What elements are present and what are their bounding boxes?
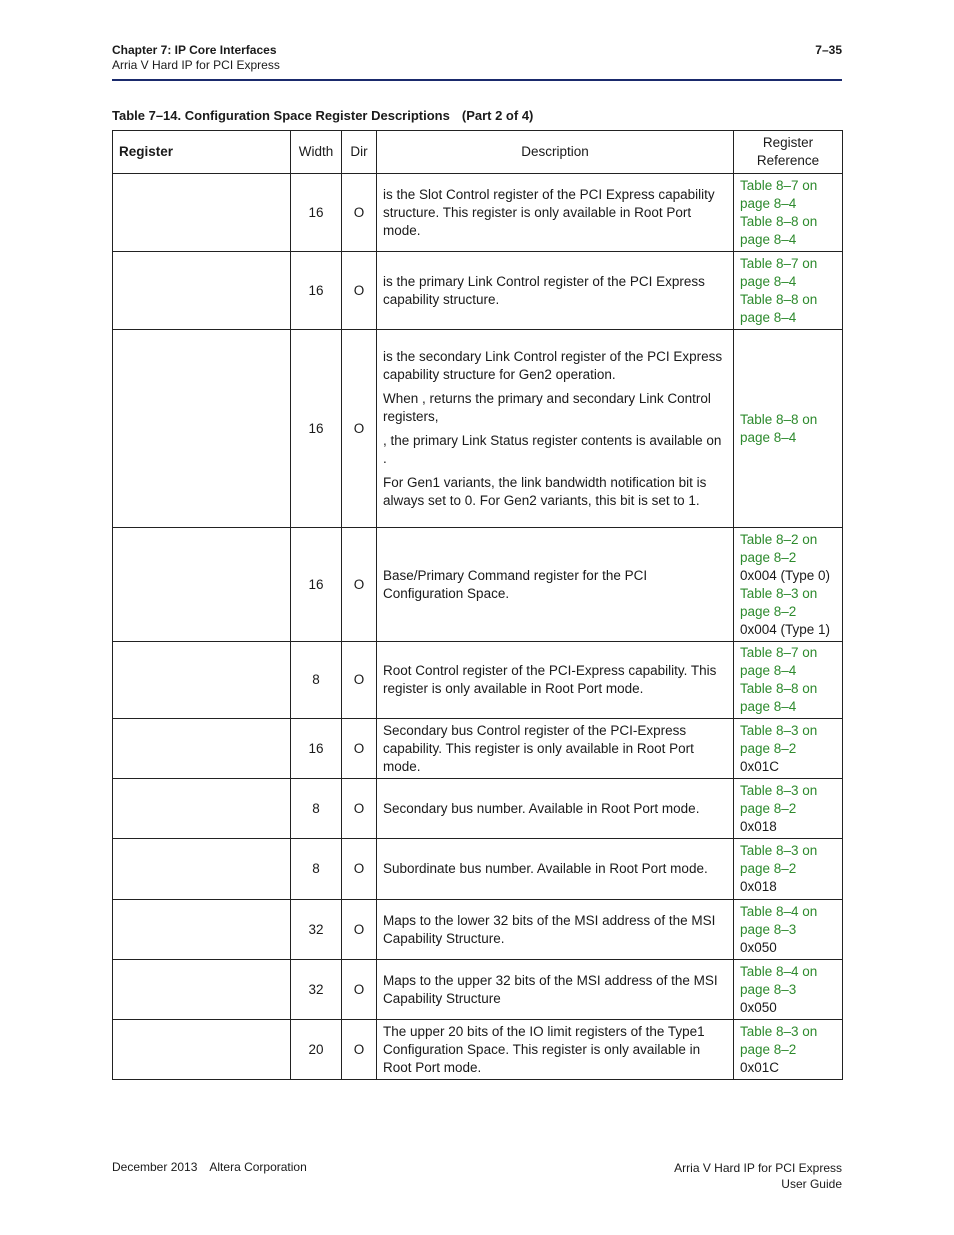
table-row <box>113 528 843 642</box>
description-cell <box>377 528 734 642</box>
description-paragraph: is the Slot Control register of the PCI Express capability structure. This register is only available in Root Port mode. <box>383 186 715 238</box>
description-cell <box>377 1020 734 1080</box>
table-row <box>113 960 843 1020</box>
reference-offset: 0x01C <box>740 758 780 774</box>
dir-cell: O <box>342 528 377 642</box>
table-caption <box>112 108 533 123</box>
reference-cell <box>734 174 843 252</box>
description-paragraph: Subordinate bus number. Available in Root Port mode. <box>383 861 708 876</box>
header-width: Width <box>291 131 342 174</box>
reference-cell <box>734 900 843 960</box>
header-description: Description <box>377 131 734 174</box>
table-row <box>113 174 843 252</box>
register-name-cell <box>113 174 291 252</box>
description-paragraph: is the primary Link Control register of the PCI Express capability structure. <box>383 273 705 307</box>
header-reference: Register Reference <box>734 131 843 174</box>
description-cell <box>377 960 734 1020</box>
reference-link[interactable]: Table 8–3 on page 8–2 <box>740 843 818 876</box>
reference-link[interactable]: Table 8–8 on page 8–4 <box>740 291 818 325</box>
register-name-cell <box>113 330 291 528</box>
register-table <box>112 130 843 1080</box>
reference-link[interactable]: Table 8–7 on page 8–4 <box>740 177 818 211</box>
dir-cell: O <box>342 642 377 719</box>
dir-cell: O <box>342 252 377 330</box>
table-row <box>113 330 843 528</box>
width-cell: 8 <box>291 642 342 719</box>
table-row <box>113 839 843 900</box>
width-cell: 20 <box>291 1020 342 1080</box>
reference-offset: 0x004 (Type 0) <box>740 567 831 583</box>
description-paragraph: Base/Primary Command register for the PCI Configuration Space. <box>383 567 648 601</box>
reference-offset: 0x018 <box>740 879 777 894</box>
table-row <box>113 900 843 960</box>
register-name-cell <box>113 779 291 839</box>
reference-link[interactable]: Table 8–2 on page 8–2 <box>740 531 818 565</box>
register-name-cell <box>113 839 291 900</box>
description-cell <box>377 779 734 839</box>
reference-offset: 0x050 <box>740 939 777 955</box>
table-body <box>113 174 843 1080</box>
width-cell: 32 <box>291 960 342 1020</box>
document-subtitle: Arria V Hard IP for PCI Express <box>112 58 280 72</box>
reference-link[interactable]: Table 8–3 on page 8–2 <box>740 782 818 816</box>
reference-link[interactable]: Table 8–3 on page 8–2 <box>740 585 818 619</box>
reference-cell <box>734 642 843 719</box>
reference-link[interactable]: Table 8–4 on page 8–3 <box>740 903 818 937</box>
table-row <box>113 642 843 719</box>
page-header <box>112 43 842 81</box>
dir-cell: O <box>342 330 377 528</box>
width-cell: 32 <box>291 900 342 960</box>
register-name-cell <box>113 1020 291 1080</box>
dir-cell: O <box>342 960 377 1020</box>
register-name-cell <box>113 528 291 642</box>
width-cell: 16 <box>291 252 342 330</box>
reference-link[interactable]: Table 8–8 on page 8–4 <box>740 681 818 714</box>
page-number: 7–35 <box>815 43 842 57</box>
description-paragraph: Root Control register of the PCI-Express capability. This register is only available in Root Port mode. <box>383 663 717 696</box>
description-paragraph: The upper 20 bits of the IO limit registers of the Type1 Configuration Space. This register is only available in Root Port mode. <box>383 1023 705 1075</box>
description-cell <box>377 174 734 252</box>
description-cell <box>377 642 734 719</box>
description-paragraph: . <box>383 450 387 466</box>
description-paragraph: is the secondary Link Control register of the PCI Express capability structure for Gen2 operation. <box>383 348 723 382</box>
dir-cell: O <box>342 1020 377 1080</box>
chapter-title: Chapter 7: IP Core Interfaces <box>112 43 277 57</box>
table-caption-title: Table 7–14. Configuration Space Register Descriptions <box>112 108 450 123</box>
description-paragraph: , the primary Link Status register contents is available on <box>383 432 722 448</box>
reference-link[interactable]: Table 8–7 on page 8–4 <box>740 645 818 678</box>
width-cell: 8 <box>291 839 342 900</box>
reference-cell <box>734 330 843 528</box>
dir-cell: O <box>342 779 377 839</box>
table-caption-part: (Part 2 of 4) <box>461 108 534 123</box>
footer-company: Altera Corporation <box>209 1160 307 1174</box>
register-name-cell <box>113 642 291 719</box>
reference-link[interactable]: Table 8–3 on page 8–2 <box>740 1023 818 1057</box>
reference-cell <box>734 528 843 642</box>
footer-doc-title: Arria V Hard IP for PCI Express <box>674 1161 842 1175</box>
footer-doc-type: User Guide <box>781 1177 842 1191</box>
table-header-row <box>113 131 843 174</box>
table-row <box>113 252 843 330</box>
reference-link[interactable]: Table 8–4 on page 8–3 <box>740 963 818 997</box>
width-cell: 16 <box>291 174 342 252</box>
description-cell <box>377 252 734 330</box>
dir-cell: O <box>342 839 377 900</box>
reference-cell <box>734 252 843 330</box>
reference-cell <box>734 719 843 779</box>
reference-cell <box>734 960 843 1020</box>
dir-cell: O <box>342 174 377 252</box>
reference-offset: 0x050 <box>740 999 777 1015</box>
description-cell <box>377 839 734 900</box>
reference-cell <box>734 839 843 900</box>
description-paragraph: Maps to the upper 32 bits of the MSI address of the MSI Capability Structure <box>383 972 718 1006</box>
description-paragraph: Secondary bus Control register of the PCI-Express capability. This register is only available in Root Port mode. <box>383 722 694 774</box>
reference-link[interactable]: Table 8–8 on page 8–4 <box>740 213 818 247</box>
header-register: Register <box>113 131 291 174</box>
reference-offset: 0x01C <box>740 1059 780 1075</box>
reference-link[interactable]: Table 8–3 on page 8–2 <box>740 722 818 756</box>
description-paragraph: When , returns the primary and secondary Link Control registers, <box>383 390 711 424</box>
description-cell <box>377 900 734 960</box>
header-dir: Dir <box>342 131 377 174</box>
page-footer-left <box>112 1160 307 1174</box>
table-row <box>113 779 843 839</box>
width-cell: 8 <box>291 779 342 839</box>
footer-date: December 2013 <box>112 1160 198 1174</box>
table-row <box>113 719 843 779</box>
description-cell <box>377 330 734 528</box>
reference-cell <box>734 779 843 839</box>
description-cell <box>377 719 734 779</box>
reference-cell <box>734 1020 843 1080</box>
width-cell: 16 <box>291 719 342 779</box>
description-paragraph: For Gen1 variants, the link bandwidth notification bit is always set to 0. For Gen2 variants, this bit is set to 1. <box>383 474 707 508</box>
reference-link[interactable]: Table 8–8 on page 8–4 <box>740 411 818 445</box>
description-paragraph: Secondary bus number. Available in Root Port mode. <box>383 800 700 816</box>
reference-offset: 0x018 <box>740 818 777 834</box>
register-name-cell <box>113 719 291 779</box>
register-name-cell <box>113 900 291 960</box>
register-name-cell <box>113 960 291 1020</box>
reference-link[interactable]: Table 8–7 on page 8–4 <box>740 255 818 289</box>
reference-offset: 0x004 (Type 1) <box>740 621 831 637</box>
description-paragraph: Maps to the lower 32 bits of the MSI address of the MSI Capability Structure. <box>383 912 716 946</box>
register-name-cell <box>113 252 291 330</box>
dir-cell: O <box>342 719 377 779</box>
table-row <box>113 1020 843 1080</box>
width-cell: 16 <box>291 528 342 642</box>
width-cell: 16 <box>291 330 342 528</box>
page-footer-right <box>674 1160 842 1192</box>
dir-cell: O <box>342 900 377 960</box>
